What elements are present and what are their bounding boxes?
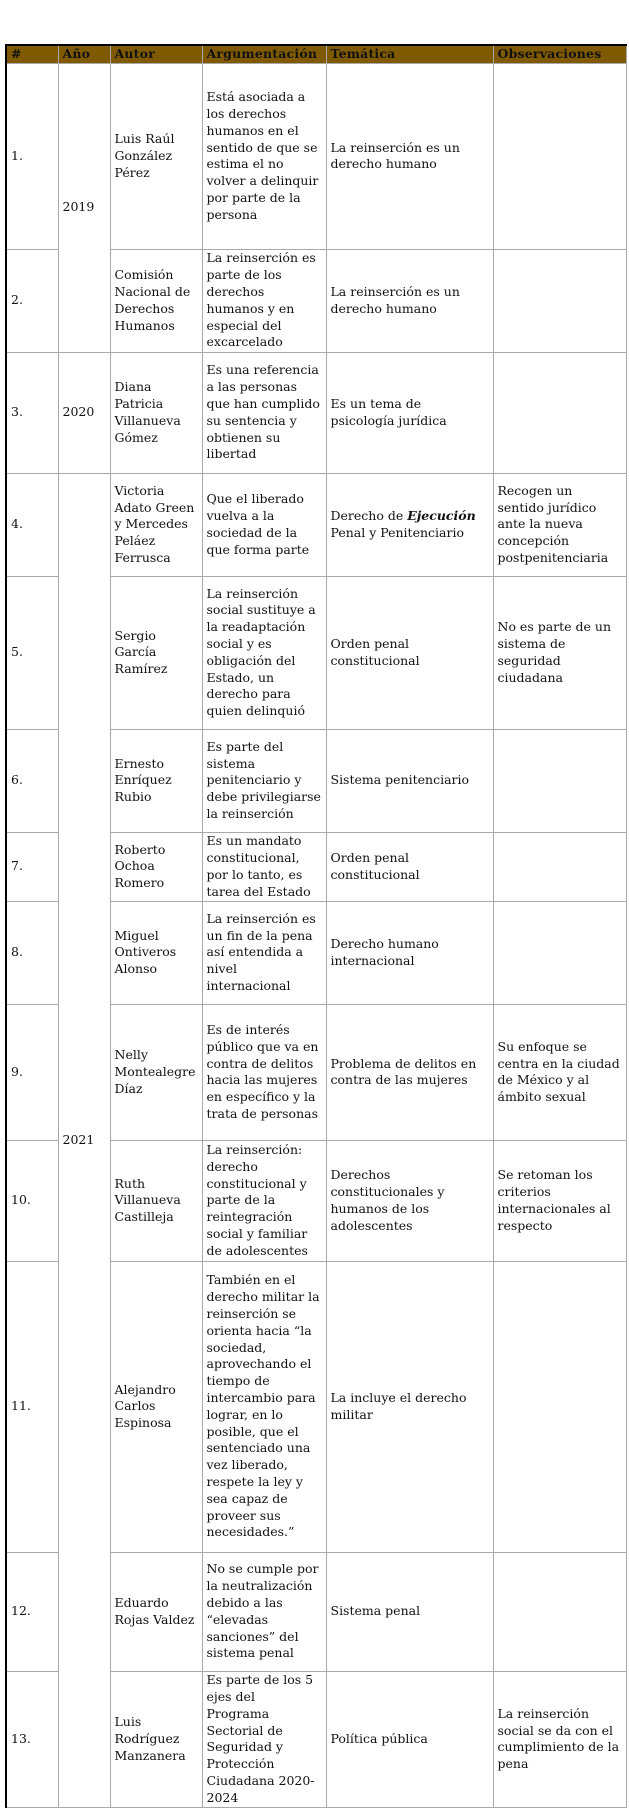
year-cell: 2021 <box>58 473 110 1807</box>
theme-cell: Orden penal constitucional <box>326 832 493 901</box>
reinsertion-authors-table <box>5 44 627 1808</box>
argument-cell: Es una referencia a las personas que han cumplido su sentencia y obtienen su libertad <box>202 352 326 473</box>
author-cell: Luis Raúl González Pérez <box>110 63 202 249</box>
author-cell: Eduardo Rojas Valdez <box>110 1552 202 1671</box>
argument-cell: Es un mandato constitucional, por lo tanto, es tarea del Estado <box>202 832 326 901</box>
author-cell: Victoria Adato Green y Mercedes Peláez Ferrusca <box>110 473 202 576</box>
row-number: 12. <box>6 1552 58 1671</box>
author-cell: Alejandro Carlos Espinosa <box>110 1261 202 1552</box>
observations-cell: Se retoman los criterios internacionales al respecto <box>493 1140 626 1261</box>
observations-cell <box>493 249 626 352</box>
argument-cell: La reinserción es parte de los derechos humanos y en especial del excarcelado <box>202 249 326 352</box>
author-cell: Sergio García Ramírez <box>110 576 202 729</box>
row-number: 8. <box>6 901 58 1004</box>
theme-cell: Política pública <box>326 1671 493 1807</box>
theme-cell: La reinserción es un derecho humano <box>326 63 493 249</box>
observations-cell: La reinserción social se da con el cumplimiento de la pena <box>493 1671 626 1807</box>
observations-cell <box>493 1261 626 1552</box>
row-number: 2. <box>6 249 58 352</box>
argument-cell: La reinserción es un fin de la pena así entendida a nivel internacional <box>202 901 326 1004</box>
author-cell: Nelly Montealegre Díaz <box>110 1004 202 1140</box>
header-observations: Observaciones <box>493 45 626 63</box>
argument-cell: Está asociada a los derechos humanos en el sentido de que se estima el no volver a delinquir por parte de la persona <box>202 63 326 249</box>
row-number: 6. <box>6 729 58 832</box>
row-number: 1. <box>6 63 58 249</box>
theme-cell: Sistema penal <box>326 1552 493 1671</box>
header-author: Autor <box>110 45 202 63</box>
theme-cell: Es un tema de psicología jurídica <box>326 352 493 473</box>
observations-cell <box>493 832 626 901</box>
argument-cell: Es parte de los 5 ejes del Programa Sectorial de Seguridad y Protección Ciudadana 2020-2024 <box>202 1671 326 1807</box>
row-number: 10. <box>6 1140 58 1261</box>
observations-cell <box>493 352 626 473</box>
observations-cell: Su enfoque se centra en la ciudad de México y al ámbito sexual <box>493 1004 626 1140</box>
year-cell: 2020 <box>58 352 110 473</box>
theme-cell: Orden penal constitucional <box>326 576 493 729</box>
observations-cell: No es parte de un sistema de seguridad ciudadana <box>493 576 626 729</box>
observations-cell <box>493 729 626 832</box>
argument-cell: La reinserción social sustituye a la readaptación social y es obligación del Estado, un derecho para quien delinquió <box>202 576 326 729</box>
theme-cell: La incluye el derecho militar <box>326 1261 493 1552</box>
observations-cell <box>493 1552 626 1671</box>
row-number: 7. <box>6 832 58 901</box>
year-cell: 2019 <box>58 63 110 352</box>
observations-cell <box>493 901 626 1004</box>
author-cell: Ruth Villanueva Castilleja <box>110 1140 202 1261</box>
row-number: 3. <box>6 352 58 473</box>
theme-text-post: Penal y Penitenciario <box>330 524 464 540</box>
theme-text-pre: Derecho de <box>330 508 408 523</box>
argument-cell: La reinserción: derecho constitucional y parte de la reintegración social y familiar de adolescentes <box>202 1140 326 1261</box>
argument-cell: Es parte del sistema penitenciario y debe privilegiarse la reinserción <box>202 729 326 832</box>
author-cell: Diana Patricia Villanueva Gómez <box>110 352 202 473</box>
author-cell: Comisión Nacional de Derechos Humanos <box>110 249 202 352</box>
header-row <box>6 45 626 63</box>
header-year: Año <box>58 45 110 63</box>
row-number: 13. <box>6 1671 58 1807</box>
table-row <box>6 63 626 249</box>
row-number: 11. <box>6 1261 58 1552</box>
argument-cell: No se cumple por la neutralización debido a las “elevadas sanciones” del sistema penal <box>202 1552 326 1671</box>
row-number: 9. <box>6 1004 58 1140</box>
table-row <box>6 352 626 473</box>
author-cell: Miguel Ontiveros Alonso <box>110 901 202 1004</box>
argument-cell: Que el liberado vuelva a la sociedad de la que forma parte <box>202 473 326 576</box>
argument-cell: Es de interés público que va en contra de delitos hacia las mujeres en específico y la trata de personas <box>202 1004 326 1140</box>
row-number: 5. <box>6 576 58 729</box>
header-argument: Argumentación <box>202 45 326 63</box>
theme-text-emphasis: Ejecución <box>407 508 476 523</box>
author-cell: Roberto Ochoa Romero <box>110 832 202 901</box>
theme-cell: Problema de delitos en contra de las mujeres <box>326 1004 493 1140</box>
author-cell: Luis Rodríguez Manzanera <box>110 1671 202 1807</box>
theme-cell: Derecho humano internacional <box>326 901 493 1004</box>
theme-cell: La reinserción es un derecho humano <box>326 249 493 352</box>
theme-cell: Sistema penitenciario <box>326 729 493 832</box>
observations-cell <box>493 63 626 249</box>
header-number: # <box>6 45 58 63</box>
table-row <box>6 473 626 576</box>
header-theme: Temática <box>326 45 493 63</box>
row-number: 4. <box>6 473 58 576</box>
theme-cell <box>326 473 493 576</box>
author-cell: Ernesto Enríquez Rubio <box>110 729 202 832</box>
theme-cell: Derechos constitucionales y humanos de los adolescentes <box>326 1140 493 1261</box>
observations-cell: Recogen un sentido jurídico ante la nueva concepción postpenitenciaria <box>493 473 626 576</box>
argument-cell: También en el derecho militar la reinserción se orienta hacia “la sociedad, aprovechando el tiempo de intercambio para lograr, en lo posible, que el sentenciado una vez liberado, respete la ley y sea capaz de proveer sus necesidades.” <box>202 1261 326 1552</box>
